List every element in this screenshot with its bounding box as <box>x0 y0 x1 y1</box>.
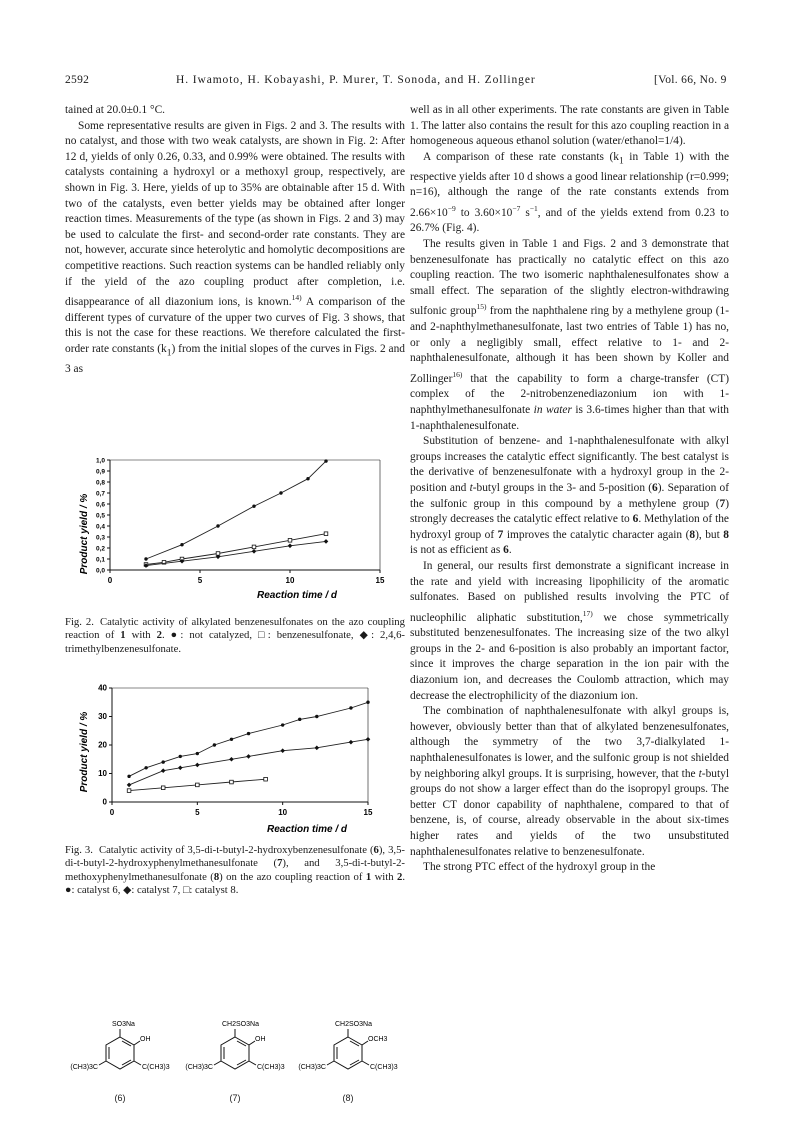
subscript: 1 <box>618 156 624 167</box>
y-tick-label: 10 <box>98 769 107 778</box>
caption-text: . ●: not catalyzed, □: benzenesulfonate, ◆: 2,4,6-trimethylbenzenesulfonate. <box>65 629 405 655</box>
compound-number: 7 <box>277 857 283 870</box>
data-point <box>264 777 268 781</box>
figure-2 <box>65 452 405 656</box>
y-tick-label: 40 <box>98 683 107 693</box>
y-tick-label: 0,8 <box>95 479 105 487</box>
text: well as in all other experiments. The rate constants are given in Table 1. The latter also contains the result for this azo coupling reaction in a homogeneous aqueous ethanol solution (water/ethanol=1/4). <box>410 104 729 148</box>
text: from the naphthalene ring by a methylene group (1- and 2-naphthylmethanesulfonate, last two entries of Table 1) has no, or only a negligibly small, effect relative to 1- and 2-naphthalenesulfonate, although it has been shown by Koller and Zollinger <box>410 305 729 385</box>
subscript: 1 <box>166 348 172 359</box>
caption-label: Fig. 3. <box>65 844 93 856</box>
text: ) from the initial slopes of the curves in Figs. 2 and 3 as <box>65 342 405 375</box>
compound-number: 8 <box>213 870 220 883</box>
data-point <box>366 701 369 704</box>
figure-3-caption <box>65 844 405 898</box>
data-point <box>252 545 256 549</box>
superscript: −1 <box>529 203 538 213</box>
y-axis-label: Product yield / % <box>79 493 90 575</box>
y-tick-label: 0 <box>102 797 107 807</box>
compound-number: 8 <box>723 528 729 541</box>
left-column <box>65 103 405 377</box>
substituent-label: (CH3)3C <box>185 1064 213 1071</box>
caption-text: with <box>125 629 157 642</box>
data-point <box>288 539 292 543</box>
text: ) strongly decreases the catalytic effect relative to <box>410 497 729 526</box>
data-point <box>144 766 147 769</box>
text: is not as efficient as <box>410 544 504 557</box>
data-point <box>252 505 255 508</box>
text: we chose symmetrically substituted benzenesulfonates. The increasing size of the two alkyl groups in the 2- and 6-position is also probably an important factor, since it improves the charge separation in the ion pair with the diazonium ion, and decreases the Coulomb attraction, which may decrease the electrophilicity of the diazonium ion. <box>410 611 729 702</box>
data-point <box>366 737 371 742</box>
data-point <box>288 544 293 549</box>
text: . Methylation of the hydroxyl group of <box>410 513 729 541</box>
data-point <box>281 723 284 726</box>
compound-number: 8 <box>689 528 696 541</box>
x-tick-label: 5 <box>197 576 203 585</box>
text: is 3.6-times higher than that with 1-naphthalenesulfonate. <box>410 403 730 432</box>
figure-3 <box>65 680 405 898</box>
compound-number: (6) <box>114 1093 126 1103</box>
paragraph <box>410 434 729 559</box>
substituent-label: OH <box>255 1036 266 1043</box>
data-point <box>280 748 285 753</box>
caption-text: ), 3,5-di-t-butyl-2-hydroxyphenylmethanesulfonate ( <box>65 844 405 870</box>
superscript: −9 <box>447 203 456 213</box>
x-tick-label: 5 <box>195 808 200 817</box>
substituent-label: CH2SO3Na <box>222 1021 259 1028</box>
data-point <box>161 786 165 790</box>
compound-number: 6 <box>503 544 509 557</box>
substituent-label: C(CH3)3 <box>142 1064 170 1071</box>
running-authors: H. Iwamoto, H. Kobayashi, P. Murer, T. Sonoda, and H. Zollinger <box>176 74 536 86</box>
reference-mark: 15) <box>476 302 487 312</box>
y-tick-label: 0,5 <box>95 512 105 520</box>
journal-volume: [Vol. 66, No. 9 <box>654 74 727 86</box>
data-point <box>144 557 147 560</box>
substituent-label: CH2SO3Na <box>335 1021 372 1028</box>
series-line <box>146 541 326 565</box>
data-point <box>162 760 165 763</box>
text: -butyl groups do not show a larger effect than do the isopropyl groups. The better CT donor capability of naphthalene, compared to that of benzene, is, of course, already observable in the about six-times higher rates and yields of the two unsubstituted naphthalenesulfonates relative to benzenesulfonate. <box>410 767 729 858</box>
text: tained at 20.0±0.1 °C. <box>65 104 166 116</box>
y-tick-label: 0,4 <box>95 523 105 531</box>
x-tick-label: 0 <box>107 576 113 585</box>
data-point <box>298 718 301 721</box>
data-point <box>216 524 219 527</box>
substituent-label: (CH3)3C <box>70 1064 98 1071</box>
compound-number: 6 <box>373 844 379 856</box>
text: , and of the yields extend from 0.23 to 26.7% (Fig. 4). <box>410 206 729 235</box>
series-line <box>146 534 326 565</box>
right-column <box>410 103 729 876</box>
substituent-label: C(CH3)3 <box>370 1064 398 1071</box>
substituent-label: OH <box>140 1036 151 1043</box>
data-point <box>178 766 183 771</box>
compound-number: (7) <box>229 1093 241 1103</box>
data-point <box>279 491 282 494</box>
text: improves the catalytic character again ( <box>503 528 690 541</box>
caption-text: with <box>371 870 397 883</box>
x-tick-label: 15 <box>363 808 373 817</box>
substituent-label: C(CH3)3 <box>257 1064 285 1071</box>
text: In general, our results first demonstrate a significant increase in the rate and yield with increasing lipophilicity of the aromatic sulfonates. Based on published results involving the PTC of nucleophilic aliphatic substitution, <box>410 559 729 624</box>
figure-2-caption <box>65 616 405 656</box>
y-tick-label: 20 <box>98 740 107 750</box>
y-tick-label: 0,3 <box>95 534 105 542</box>
data-point <box>246 754 251 759</box>
substituent-label: SO3Na <box>112 1021 135 1028</box>
text: ). Separation of the sulfonic group in this compound by a methylene group ( <box>410 481 729 510</box>
paragraph <box>65 119 405 378</box>
compound-number: 1 <box>120 629 126 642</box>
y-tick-label: 1,0 <box>95 457 105 465</box>
compound-number: 7 <box>497 528 504 541</box>
figure-3-chart <box>65 680 405 838</box>
compound-number: 2 <box>396 870 403 883</box>
substituent-label: (CH3)3C <box>298 1064 326 1071</box>
x-tick-label: 10 <box>278 808 288 817</box>
text: -butyl groups in the 3- and 5-position ( <box>472 481 653 494</box>
text: The results given in Table 1 and Figs. 2 and 3 demonstrate that benzenesulfonate has practically no catalytic effect on this azo coupling reaction. The two isomeric naphthalenesulfonates show a small effect. The separation of the slightly electron-withdrawing sulfonic group <box>410 238 729 318</box>
data-point <box>179 755 182 758</box>
paragraph <box>410 860 729 876</box>
italic-text: t <box>698 767 702 780</box>
paragraph <box>410 559 729 704</box>
data-point <box>127 775 130 778</box>
text: to 3.60×10 <box>455 206 513 219</box>
data-point <box>127 783 132 788</box>
x-axis-label: Reaction time / d <box>256 590 338 601</box>
data-point <box>324 459 327 462</box>
structure-7 <box>180 1015 290 1105</box>
data-point <box>161 768 166 773</box>
data-point <box>230 780 234 784</box>
text: The strong PTC effect of the hydroxyl group in the <box>423 861 656 874</box>
data-point <box>213 743 216 746</box>
reference-mark: 14) <box>291 293 302 303</box>
series-line <box>129 739 368 785</box>
series-line <box>129 702 368 776</box>
paragraph <box>410 103 729 150</box>
y-tick-label: 30 <box>98 712 107 721</box>
data-point <box>315 746 320 751</box>
italic-text: t <box>469 481 473 494</box>
paragraph <box>410 150 729 237</box>
y-tick-label: 0,7 <box>95 490 105 498</box>
data-point <box>324 539 329 544</box>
compound-number: 6 <box>652 481 658 494</box>
y-tick-label: 0,1 <box>95 556 105 564</box>
y-tick-label: 0,9 <box>95 468 105 476</box>
italic-text: in water <box>533 403 572 416</box>
data-point <box>349 740 354 745</box>
text: A comparison of these rate constants (k <box>423 150 619 163</box>
superscript: −7 <box>512 203 521 213</box>
paragraph <box>410 237 729 434</box>
data-point <box>196 752 199 755</box>
text: in Table 1) with the respective yields after 10 d shows a good linear relationship (r=0.999; n=16), although the range of the rate constants extends from 2.66×10 <box>410 150 730 219</box>
data-point <box>230 738 233 741</box>
y-tick-label: 0,6 <box>95 501 105 509</box>
page-number: 2592 <box>65 74 90 86</box>
data-point <box>324 532 328 536</box>
text: A comparison of the different types of curvature of the upper two curves of Fig. 3 shows, that this is not the case for these reactions. We therefore calculated the first-order rate constants (k <box>65 296 405 355</box>
substituent-label: OCH3 <box>368 1036 388 1043</box>
caption-text: ), and 3,5-di-t-butyl-2-methoxyphenylmethanesulfonate ( <box>65 857 405 883</box>
compound-number: 6 <box>632 513 639 526</box>
compound-number: 7 <box>719 497 726 510</box>
text: . <box>508 544 512 557</box>
text: Substitution of benzene- and 1-naphthalenesulfonate with alkyl groups increases the catalytic effect significantly. The best catalyst is the derivative of benzenesulfonate with a hydroxyl group in the 2-position and <box>410 435 729 494</box>
paragraph <box>65 103 405 119</box>
y-tick-label: 0,2 <box>95 545 105 553</box>
text: that the capability to form a charge-transfer (CT) complex of the 2-nitrobenzenediazonium ion with 1-naphthylmethanesulfonate <box>410 372 729 416</box>
caption-text: ) on the azo coupling reaction of <box>219 870 366 883</box>
compound-number: (8) <box>342 1093 354 1103</box>
caption-text: Catalytic activity of 3,5-di-t-butyl-2-hydroxybenzenesulfonate ( <box>98 844 374 856</box>
data-point <box>180 543 183 546</box>
structure-8 <box>293 1015 403 1105</box>
text: ), but <box>695 528 724 541</box>
reference-mark: 17) <box>582 608 593 618</box>
compound-number: 2 <box>156 629 162 642</box>
x-tick-label: 0 <box>109 808 115 817</box>
data-point <box>252 549 257 554</box>
data-point <box>306 477 309 480</box>
x-tick-label: 15 <box>375 576 385 585</box>
paragraph <box>410 704 729 860</box>
x-tick-label: 10 <box>285 576 295 585</box>
data-point <box>247 732 250 735</box>
data-point <box>195 763 200 768</box>
structure-6 <box>65 1015 175 1105</box>
caption-text: Catalytic activity of alkylated benzenesulfonates on the azo coupling reaction of <box>65 616 405 642</box>
y-tick-label: 0,0 <box>95 567 105 575</box>
figure-2-chart <box>65 452 405 610</box>
compound-number: 1 <box>365 870 372 883</box>
caption-text: . ●: catalyst 6, ◆: catalyst 7, □: catalyst 8. <box>65 870 405 897</box>
text: s <box>520 206 530 219</box>
chemical-structures <box>65 1015 405 1105</box>
data-point <box>349 706 352 709</box>
y-axis-label: Product yield / % <box>79 711 90 793</box>
reference-mark: 16) <box>452 369 463 379</box>
text: Some representative results are given in Figs. 2 and 3. The results with no catalyst, and those with two weak catalysts, are shown in Fig. 2: After 12 d, yields of only 0.26, 0.33, and 0.99% were obtained. The results with catalysts containing a hydroxyl or a methoxyl group, respectively, are shown in Fig. 3. Here, yields of up to 35% are obtainable after 15 d. With two of the catalysts, even better yields may be obtained after longer reaction times. Measurements of the type (as shown in Figs. 2 and 3) may be used to calculate the first- and second-order rate constants. They are not, however, accurate since heterolytic and homolytic decompositions are competitive reactions. Such reaction systems can be handled reliably only if the yield of the azo coupling product after completion, i.e. disappearance of all diazonium ions, is known. <box>65 119 405 309</box>
data-point <box>196 783 200 787</box>
data-point <box>127 789 131 793</box>
x-axis-label: Reaction time / d <box>266 824 348 835</box>
text: The combination of naphthalenesulfonate with alkyl groups is, however, obviously better than that of alkylated benzenesulfonates, although the symmetry of the two 3,7-dialkylated 1-naphthalenesulfonates is lower, and the sulfonic group is not shielded by neighboring alkyl groups. It is surprising, however, that the <box>410 705 729 780</box>
data-point <box>229 757 234 762</box>
data-point <box>315 715 318 718</box>
caption-label: Fig. 2. <box>65 616 94 628</box>
